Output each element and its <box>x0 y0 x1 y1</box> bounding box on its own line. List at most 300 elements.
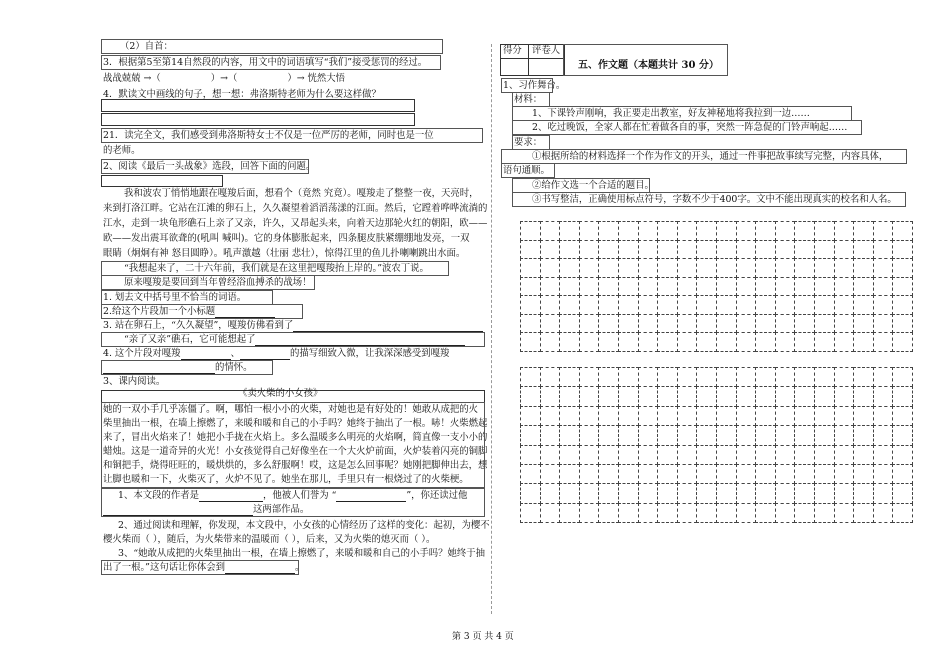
writing-cell[interactable] <box>657 258 678 278</box>
writing-cell[interactable] <box>794 314 815 334</box>
writing-cell[interactable] <box>657 332 678 352</box>
writing-cell[interactable] <box>873 503 894 523</box>
writing-cell[interactable] <box>755 221 776 241</box>
writing-cell[interactable] <box>657 503 678 523</box>
writing-cell[interactable] <box>696 221 717 241</box>
writing-cell[interactable] <box>853 503 874 523</box>
writing-cell[interactable] <box>579 258 600 278</box>
writing-cell[interactable] <box>775 221 796 241</box>
writing-cell[interactable] <box>794 406 815 426</box>
writing-cell[interactable] <box>892 464 913 484</box>
writing-cell[interactable] <box>892 483 913 503</box>
writing-cell[interactable] <box>520 406 541 426</box>
writing-cell[interactable] <box>696 277 717 297</box>
writing-cell[interactable] <box>638 483 659 503</box>
writing-cell[interactable] <box>559 258 580 278</box>
writing-cell[interactable] <box>716 386 737 406</box>
writing-cell[interactable] <box>834 258 855 278</box>
writing-cell[interactable] <box>657 277 678 297</box>
writing-cell[interactable] <box>814 332 835 352</box>
writing-cell[interactable] <box>834 367 855 387</box>
writing-cell[interactable] <box>657 221 678 241</box>
writing-cell[interactable] <box>736 221 757 241</box>
writing-cell[interactable] <box>579 367 600 387</box>
writing-cell[interactable] <box>834 386 855 406</box>
writing-cell[interactable] <box>853 314 874 334</box>
writing-cell[interactable] <box>520 367 541 387</box>
writing-cell[interactable] <box>638 277 659 297</box>
writing-cell[interactable] <box>559 483 580 503</box>
writing-cell[interactable] <box>716 221 737 241</box>
writing-cell[interactable] <box>559 332 580 352</box>
writing-cell[interactable] <box>540 295 561 315</box>
writing-cell[interactable] <box>638 386 659 406</box>
writing-cell[interactable] <box>873 240 894 260</box>
writing-cell[interactable] <box>638 258 659 278</box>
writing-cell[interactable] <box>579 425 600 445</box>
writing-cell[interactable] <box>814 483 835 503</box>
writing-cell[interactable] <box>736 483 757 503</box>
writing-cell[interactable] <box>520 445 541 465</box>
writing-cell[interactable] <box>794 464 815 484</box>
writing-cell[interactable] <box>618 295 639 315</box>
writing-cell[interactable] <box>540 445 561 465</box>
writing-cell[interactable] <box>755 314 776 334</box>
writing-cell[interactable] <box>892 503 913 523</box>
writing-cell[interactable] <box>853 445 874 465</box>
writing-cell[interactable] <box>559 503 580 523</box>
writing-cell[interactable] <box>618 240 639 260</box>
writing-cell[interactable] <box>520 221 541 241</box>
writing-cell[interactable] <box>657 386 678 406</box>
writing-cell[interactable] <box>892 295 913 315</box>
writing-cell[interactable] <box>736 367 757 387</box>
writing-cell[interactable] <box>677 277 698 297</box>
writing-cell[interactable] <box>540 221 561 241</box>
writing-cell[interactable] <box>716 314 737 334</box>
answer-box[interactable] <box>101 113 415 126</box>
writing-cell[interactable] <box>873 483 894 503</box>
writing-cell[interactable] <box>736 445 757 465</box>
writing-cell[interactable] <box>559 295 580 315</box>
writing-cell[interactable] <box>520 425 541 445</box>
writing-cell[interactable] <box>736 277 757 297</box>
writing-cell[interactable] <box>755 240 776 260</box>
writing-cell[interactable] <box>579 483 600 503</box>
writing-cell[interactable] <box>775 332 796 352</box>
writing-cell[interactable] <box>540 464 561 484</box>
writing-cell[interactable] <box>520 464 541 484</box>
writing-cell[interactable] <box>892 221 913 241</box>
writing-cell[interactable] <box>794 295 815 315</box>
writing-cell[interactable] <box>677 367 698 387</box>
writing-cell[interactable] <box>696 314 717 334</box>
writing-cell[interactable] <box>834 406 855 426</box>
writing-cell[interactable] <box>598 425 619 445</box>
writing-cell[interactable] <box>755 332 776 352</box>
writing-cell[interactable] <box>579 464 600 484</box>
writing-cell[interactable] <box>834 425 855 445</box>
writing-cell[interactable] <box>755 464 776 484</box>
writing-cell[interactable] <box>618 367 639 387</box>
writing-cell[interactable] <box>736 332 757 352</box>
writing-cell[interactable] <box>814 425 835 445</box>
writing-cell[interactable] <box>853 483 874 503</box>
writing-cell[interactable] <box>814 503 835 523</box>
writing-cell[interactable] <box>520 295 541 315</box>
writing-cell[interactable] <box>892 332 913 352</box>
writing-cell[interactable] <box>716 445 737 465</box>
writing-cell[interactable] <box>598 386 619 406</box>
writing-cell[interactable] <box>775 314 796 334</box>
writing-cell[interactable] <box>892 314 913 334</box>
writing-cell[interactable] <box>775 295 796 315</box>
writing-cell[interactable] <box>696 503 717 523</box>
writing-cell[interactable] <box>559 425 580 445</box>
writing-cell[interactable] <box>657 425 678 445</box>
writing-cell[interactable] <box>775 367 796 387</box>
writing-cell[interactable] <box>618 258 639 278</box>
writing-cell[interactable] <box>853 295 874 315</box>
writing-cell[interactable] <box>716 295 737 315</box>
writing-cell[interactable] <box>696 332 717 352</box>
writing-cell[interactable] <box>775 277 796 297</box>
writing-cell[interactable] <box>638 240 659 260</box>
writing-cell[interactable] <box>755 367 776 387</box>
writing-cell[interactable] <box>834 295 855 315</box>
writing-cell[interactable] <box>598 221 619 241</box>
writing-cell[interactable] <box>520 240 541 260</box>
writing-cell[interactable] <box>794 221 815 241</box>
writing-cell[interactable] <box>520 503 541 523</box>
writing-cell[interactable] <box>775 240 796 260</box>
writing-cell[interactable] <box>638 445 659 465</box>
writing-cell[interactable] <box>598 367 619 387</box>
writing-cell[interactable] <box>657 295 678 315</box>
writing-cell[interactable] <box>873 295 894 315</box>
writing-cell[interactable] <box>853 277 874 297</box>
writing-cell[interactable] <box>677 332 698 352</box>
writing-cell[interactable] <box>794 277 815 297</box>
writing-cell[interactable] <box>598 258 619 278</box>
writing-cell[interactable] <box>794 503 815 523</box>
writing-cell[interactable] <box>755 483 776 503</box>
writing-cell[interactable] <box>755 445 776 465</box>
writing-cell[interactable] <box>892 240 913 260</box>
writing-cell[interactable] <box>618 221 639 241</box>
writing-cell[interactable] <box>873 406 894 426</box>
writing-cell[interactable] <box>657 464 678 484</box>
writing-cell[interactable] <box>598 277 619 297</box>
writing-cell[interactable] <box>696 406 717 426</box>
writing-cell[interactable] <box>853 464 874 484</box>
writing-cell[interactable] <box>834 314 855 334</box>
writing-cell[interactable] <box>598 464 619 484</box>
writing-cell[interactable] <box>540 258 561 278</box>
writing-cell[interactable] <box>657 314 678 334</box>
writing-cell[interactable] <box>873 386 894 406</box>
writing-cell[interactable] <box>716 258 737 278</box>
writing-cell[interactable] <box>853 425 874 445</box>
writing-cell[interactable] <box>579 221 600 241</box>
writing-cell[interactable] <box>873 425 894 445</box>
writing-cell[interactable] <box>892 445 913 465</box>
writing-cell[interactable] <box>657 445 678 465</box>
writing-cell[interactable] <box>814 367 835 387</box>
writing-cell[interactable] <box>657 483 678 503</box>
writing-cell[interactable] <box>638 314 659 334</box>
writing-cell[interactable] <box>892 258 913 278</box>
writing-cell[interactable] <box>579 332 600 352</box>
writing-cell[interactable] <box>598 240 619 260</box>
writing-cell[interactable] <box>696 464 717 484</box>
writing-cell[interactable] <box>638 367 659 387</box>
writing-cell[interactable] <box>579 503 600 523</box>
writing-cell[interactable] <box>638 464 659 484</box>
writing-cell[interactable] <box>559 314 580 334</box>
writing-cell[interactable] <box>736 295 757 315</box>
writing-cell[interactable] <box>696 367 717 387</box>
writing-cell[interactable] <box>677 406 698 426</box>
writing-cell[interactable] <box>638 425 659 445</box>
writing-cell[interactable] <box>618 314 639 334</box>
writing-cell[interactable] <box>598 295 619 315</box>
writing-cell[interactable] <box>736 406 757 426</box>
writing-grid-top[interactable] <box>520 221 914 351</box>
writing-cell[interactable] <box>716 332 737 352</box>
writing-cell[interactable] <box>892 386 913 406</box>
writing-cell[interactable] <box>618 277 639 297</box>
writing-cell[interactable] <box>873 464 894 484</box>
writing-cell[interactable] <box>618 332 639 352</box>
writing-cell[interactable] <box>892 425 913 445</box>
writing-cell[interactable] <box>736 464 757 484</box>
writing-cell[interactable] <box>696 425 717 445</box>
answer-box[interactable] <box>101 39 443 54</box>
writing-cell[interactable] <box>540 425 561 445</box>
writing-cell[interactable] <box>618 464 639 484</box>
writing-cell[interactable] <box>755 258 776 278</box>
writing-cell[interactable] <box>520 277 541 297</box>
writing-cell[interactable] <box>794 386 815 406</box>
writing-cell[interactable] <box>696 295 717 315</box>
writing-cell[interactable] <box>618 406 639 426</box>
answer-box[interactable] <box>101 175 223 187</box>
writing-cell[interactable] <box>677 314 698 334</box>
writing-cell[interactable] <box>540 503 561 523</box>
writing-cell[interactable] <box>677 221 698 241</box>
writing-cell[interactable] <box>559 445 580 465</box>
writing-cell[interactable] <box>638 295 659 315</box>
writing-cell[interactable] <box>638 221 659 241</box>
writing-cell[interactable] <box>559 221 580 241</box>
writing-cell[interactable] <box>520 314 541 334</box>
writing-cell[interactable] <box>853 258 874 278</box>
writing-cell[interactable] <box>736 386 757 406</box>
writing-cell[interactable] <box>755 386 776 406</box>
writing-cell[interactable] <box>775 425 796 445</box>
writing-cell[interactable] <box>657 240 678 260</box>
writing-cell[interactable] <box>540 386 561 406</box>
writing-cell[interactable] <box>696 445 717 465</box>
writing-cell[interactable] <box>559 367 580 387</box>
writing-cell[interactable] <box>579 240 600 260</box>
writing-cell[interactable] <box>834 277 855 297</box>
writing-cell[interactable] <box>638 503 659 523</box>
writing-cell[interactable] <box>755 277 776 297</box>
writing-cell[interactable] <box>598 332 619 352</box>
writing-cell[interactable] <box>559 406 580 426</box>
writing-cell[interactable] <box>775 406 796 426</box>
writing-cell[interactable] <box>618 503 639 523</box>
writing-cell[interactable] <box>618 445 639 465</box>
writing-cell[interactable] <box>716 277 737 297</box>
writing-cell[interactable] <box>598 314 619 334</box>
writing-cell[interactable] <box>716 240 737 260</box>
writing-cell[interactable] <box>579 277 600 297</box>
writing-cell[interactable] <box>540 332 561 352</box>
writing-cell[interactable] <box>579 406 600 426</box>
writing-cell[interactable] <box>873 445 894 465</box>
writing-cell[interactable] <box>559 464 580 484</box>
writing-cell[interactable] <box>716 367 737 387</box>
writing-cell[interactable] <box>794 367 815 387</box>
writing-cell[interactable] <box>540 314 561 334</box>
writing-cell[interactable] <box>540 483 561 503</box>
writing-cell[interactable] <box>794 332 815 352</box>
writing-cell[interactable] <box>540 240 561 260</box>
writing-cell[interactable] <box>657 367 678 387</box>
writing-cell[interactable] <box>873 367 894 387</box>
writing-cell[interactable] <box>638 406 659 426</box>
writing-cell[interactable] <box>618 483 639 503</box>
writing-cell[interactable] <box>540 367 561 387</box>
writing-cell[interactable] <box>873 258 894 278</box>
writing-cell[interactable] <box>696 258 717 278</box>
writing-cell[interactable] <box>853 221 874 241</box>
writing-cell[interactable] <box>814 406 835 426</box>
writing-cell[interactable] <box>598 503 619 523</box>
writing-cell[interactable] <box>775 483 796 503</box>
writing-cell[interactable] <box>814 386 835 406</box>
writing-cell[interactable] <box>696 483 717 503</box>
answer-box[interactable] <box>101 99 415 112</box>
writing-cell[interactable] <box>775 258 796 278</box>
writing-cell[interactable] <box>540 406 561 426</box>
writing-cell[interactable] <box>696 386 717 406</box>
writing-cell[interactable] <box>677 445 698 465</box>
writing-cell[interactable] <box>814 258 835 278</box>
writing-cell[interactable] <box>834 332 855 352</box>
writing-cell[interactable] <box>853 240 874 260</box>
writing-cell[interactable] <box>834 483 855 503</box>
writing-cell[interactable] <box>853 332 874 352</box>
writing-cell[interactable] <box>520 332 541 352</box>
writing-cell[interactable] <box>755 425 776 445</box>
writing-cell[interactable] <box>755 503 776 523</box>
writing-cell[interactable] <box>716 425 737 445</box>
writing-cell[interactable] <box>873 277 894 297</box>
writing-cell[interactable] <box>873 221 894 241</box>
writing-cell[interactable] <box>579 445 600 465</box>
writing-cell[interactable] <box>638 332 659 352</box>
writing-cell[interactable] <box>775 464 796 484</box>
writing-cell[interactable] <box>814 314 835 334</box>
writing-cell[interactable] <box>716 464 737 484</box>
writing-cell[interactable] <box>716 503 737 523</box>
writing-cell[interactable] <box>834 464 855 484</box>
writing-cell[interactable] <box>677 503 698 523</box>
writing-cell[interactable] <box>755 406 776 426</box>
writing-cell[interactable] <box>794 445 815 465</box>
writing-cell[interactable] <box>579 314 600 334</box>
writing-cell[interactable] <box>873 314 894 334</box>
writing-cell[interactable] <box>520 483 541 503</box>
writing-cell[interactable] <box>736 258 757 278</box>
writing-cell[interactable] <box>540 277 561 297</box>
writing-cell[interactable] <box>853 386 874 406</box>
writing-cell[interactable] <box>677 258 698 278</box>
writing-cell[interactable] <box>579 295 600 315</box>
writing-cell[interactable] <box>892 406 913 426</box>
writing-cell[interactable] <box>775 445 796 465</box>
writing-cell[interactable] <box>853 367 874 387</box>
writing-cell[interactable] <box>873 332 894 352</box>
writing-cell[interactable] <box>716 406 737 426</box>
writing-cell[interactable] <box>598 483 619 503</box>
writing-cell[interactable] <box>775 503 796 523</box>
writing-cell[interactable] <box>834 221 855 241</box>
writing-cell[interactable] <box>559 386 580 406</box>
writing-grid-bottom[interactable] <box>520 367 914 523</box>
writing-cell[interactable] <box>892 277 913 297</box>
writing-cell[interactable] <box>618 425 639 445</box>
writing-cell[interactable] <box>520 258 541 278</box>
writing-cell[interactable] <box>559 240 580 260</box>
writing-cell[interactable] <box>814 295 835 315</box>
writing-cell[interactable] <box>814 240 835 260</box>
writing-cell[interactable] <box>677 240 698 260</box>
writing-cell[interactable] <box>618 386 639 406</box>
writing-cell[interactable] <box>579 386 600 406</box>
writing-cell[interactable] <box>814 221 835 241</box>
writing-cell[interactable] <box>775 386 796 406</box>
writing-cell[interactable] <box>559 277 580 297</box>
writing-cell[interactable] <box>755 295 776 315</box>
writing-cell[interactable] <box>520 386 541 406</box>
writing-cell[interactable] <box>716 483 737 503</box>
writing-cell[interactable] <box>794 240 815 260</box>
writing-cell[interactable] <box>677 464 698 484</box>
writing-cell[interactable] <box>892 367 913 387</box>
writing-cell[interactable] <box>696 240 717 260</box>
writing-cell[interactable] <box>677 425 698 445</box>
writing-cell[interactable] <box>814 277 835 297</box>
writing-cell[interactable] <box>794 425 815 445</box>
writing-cell[interactable] <box>736 425 757 445</box>
writing-cell[interactable] <box>736 503 757 523</box>
writing-cell[interactable] <box>677 295 698 315</box>
writing-cell[interactable] <box>657 406 678 426</box>
writing-cell[interactable] <box>598 406 619 426</box>
writing-cell[interactable] <box>834 503 855 523</box>
writing-cell[interactable] <box>834 240 855 260</box>
writing-cell[interactable] <box>794 258 815 278</box>
writing-cell[interactable] <box>814 445 835 465</box>
writing-cell[interactable] <box>736 240 757 260</box>
writing-cell[interactable] <box>814 464 835 484</box>
writing-cell[interactable] <box>834 445 855 465</box>
